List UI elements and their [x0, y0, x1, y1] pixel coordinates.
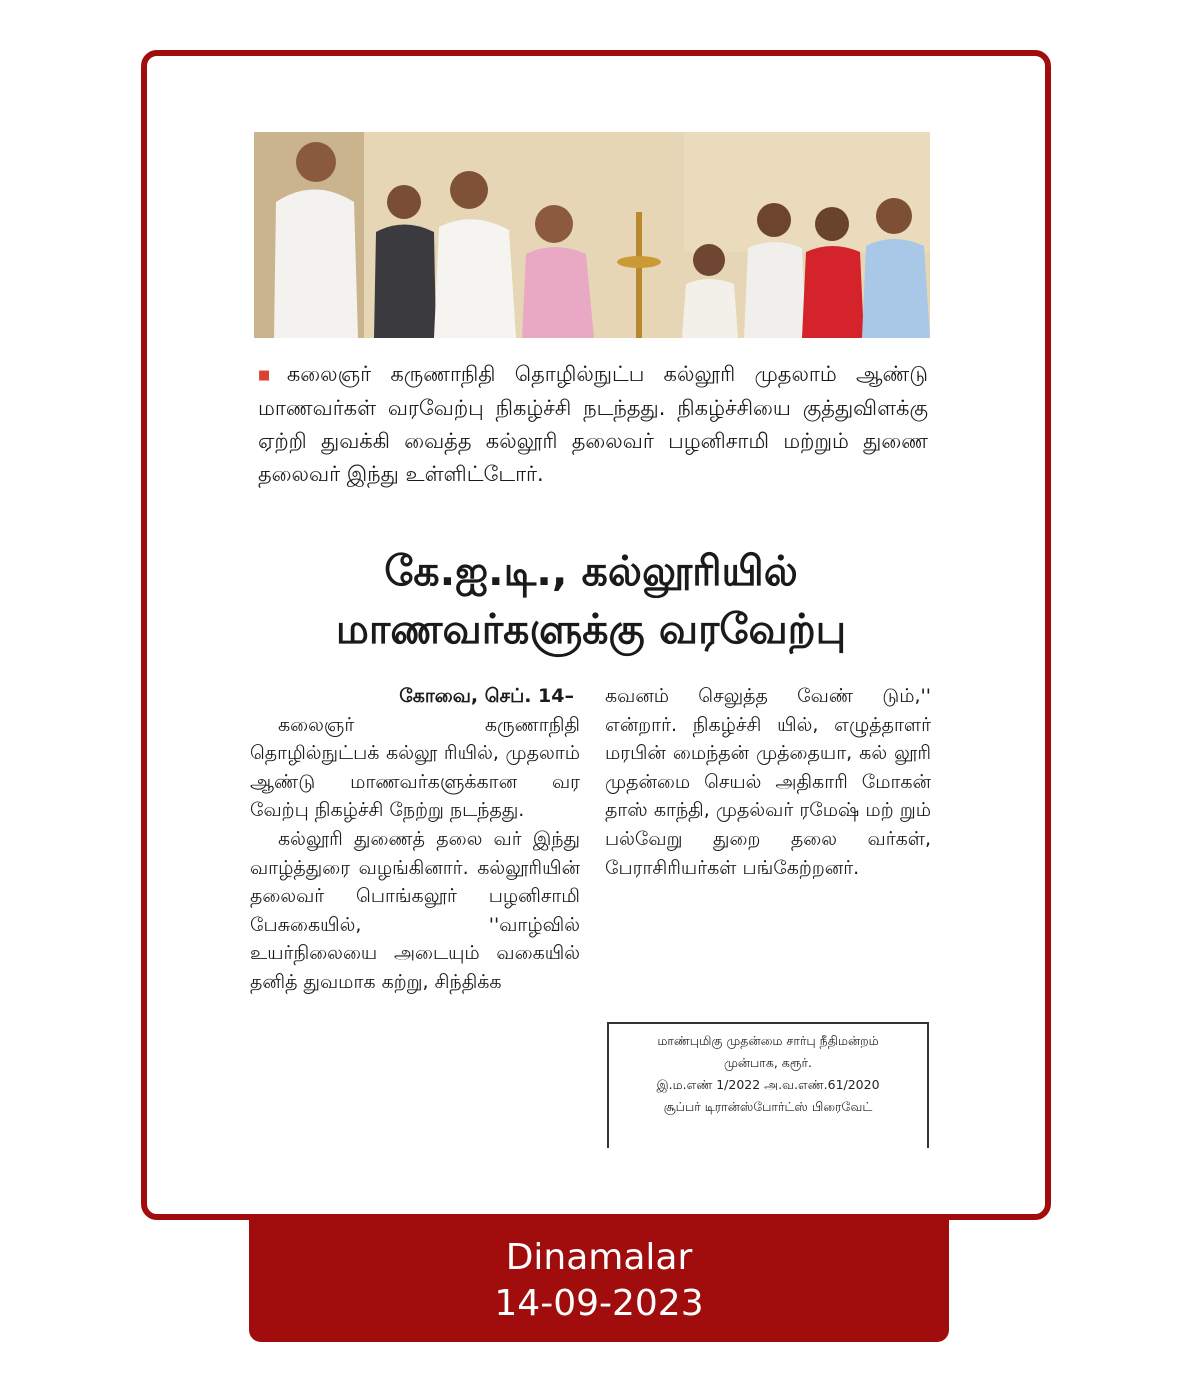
source-label	[249, 1220, 949, 1342]
ad-line-4: சூப்பர் டிரான்ஸ்போர்ட்ஸ் பிரைவேட்	[663, 1099, 873, 1114]
event-photo	[254, 132, 930, 338]
legal-notice-ad	[607, 1022, 929, 1148]
ad-line-1: மாண்புமிகு முதன்மை சார்பு நீதிமன்றம்	[657, 1033, 879, 1048]
dateline: கோவை, செப். 14–	[399, 685, 574, 707]
left-paragraph-2: கல்லூரி துணைத் தலை வர் இந்து வாழ்த்துரை வழங்கினார். கல்லூரியின் தலைவர் பொங்கலூர் பழனிசாமி பேசுகையில், ''வாழ்வில் உயர்நிலையை அடையும் வகையில் தனித் துவமாக கற்று, சிந்திக்க	[250, 827, 580, 993]
left-paragraph-1: கலைஞர் கருணாநிதி தொழில்நுட்பக் கல்லூ ரியில், முதலாம் ஆண்டு மாணவர்களுக்கான வர வேற்பு நிகழ்ச்சி நேற்று நடந்தது.	[250, 713, 580, 822]
ad-line-3: இ.ம.எண் 1/2022 அ.வ.எண்.61/2020	[656, 1077, 880, 1092]
ad-line-2: முன்பாக, கரூர்.	[724, 1055, 812, 1070]
newspaper-clipping	[250, 130, 932, 1148]
source-name: Dinamalar	[505, 1237, 693, 1278]
photo-caption	[258, 358, 928, 491]
headline-line-2: மாணவர்களுக்கு வரவேற்பு	[335, 605, 847, 653]
headline-line-1: கே.ஐ.டி., கல்லூரியில்	[384, 547, 798, 595]
article-headline	[250, 542, 932, 658]
publication-date: 14-09-2023	[494, 1283, 704, 1324]
article-column-right	[605, 682, 931, 882]
bullet-icon: ■	[258, 367, 283, 383]
right-paragraph-1: கவனம் செலுத்த வேண் டும்,'' என்றார். நிகழ்ச்சி யில், எழுத்தாளர் மரபின் மைந்தன் முத்தையா, கல் லூரி முதன்மை செயல் அதிகாரி மோகன் தாஸ் காந்தி, முதல்வர் ரமேஷ் மற் றும் பல்வேறு துறை தலை வர்கள், பேராசிரியர்கள் பங்கேற்றனர்.	[605, 685, 931, 879]
caption-text: கலைஞர் கருணாநிதி தொழில்நுட்ப கல்லூரி முதலாம் ஆண்டு மாணவர்கள் வரவேற்பு நிகழ்ச்சி நடந்தது. நிகழ்ச்சியை குத்துவிளக்கு ஏற்றி துவக்கி வைத்த கல்லூரி தலைவர் பழனிசாமி மற்றும் துணை தலைவர் இந்து உள்ளிட்டோர்.	[258, 362, 928, 486]
article-column-left	[250, 682, 580, 997]
